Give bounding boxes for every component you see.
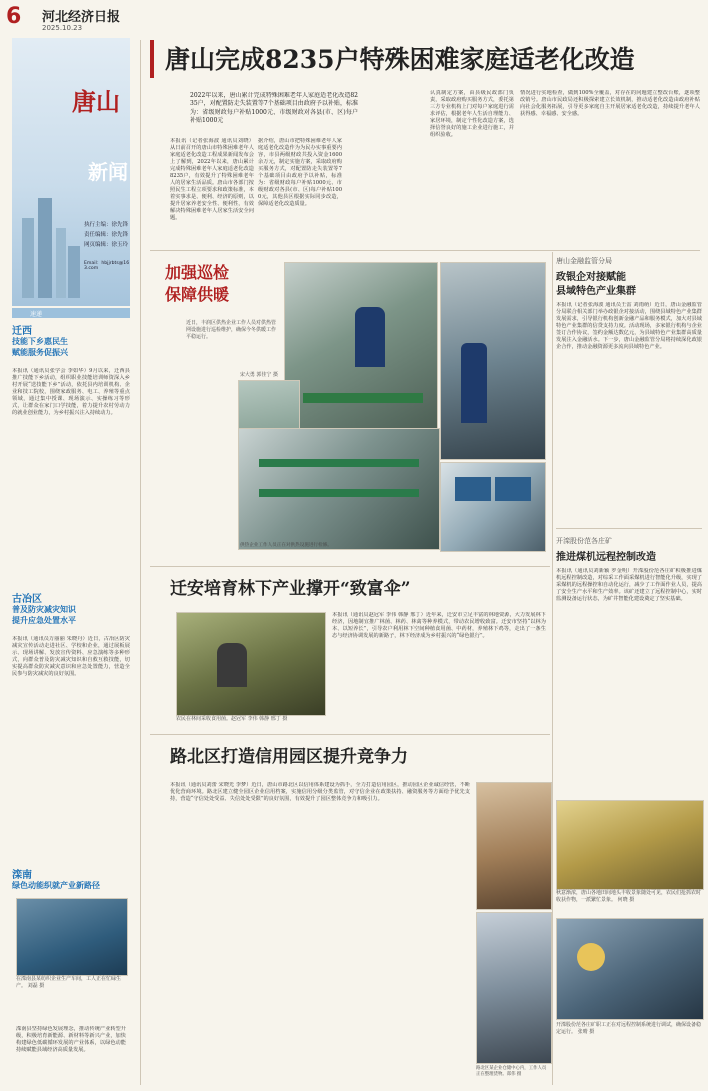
right-photo-caption-text: 秋意渐浓，唐山各地田间地头丰收景象随处可见，农民们抢抓农时收获作物，一派繁忙景象。 [556, 890, 702, 903]
right-divider-1 [556, 528, 702, 529]
qianan-divider [150, 566, 550, 567]
left-col-rule [140, 40, 141, 1085]
main-col-2: 据介绍，唐山市把特殊困难老年人家庭适老化改造作为为民办实事重要内容，市县两级财政共投入资金1600余万元，制定实施方案，采取政府购买服务方式，对配置防走失装置等7个基础项目由政府予以补贴，标准为：省级财政每户补贴1000元、市级财政对各县(市、区)每户补贴1000元，其他县区根据实际同步改造，保障适老化改造质量。 [258, 138, 342, 207]
left-item-1 [12, 322, 130, 590]
right-photo-caption [556, 890, 702, 914]
patrol-title-line2: 保障供暖 [165, 285, 230, 304]
skyline [18, 188, 80, 298]
news-strip [12, 308, 130, 318]
patrol-photo-right [440, 262, 546, 460]
patrol-caption [186, 320, 278, 370]
main-lead: 2022年以来，唐山累计完成特殊困难老年人家庭适老化改造8235户，对配置防走失装置等7个基础项目由政府予以补贴，标准为：省级财政每户补贴1000元、市级财政对各县(市、区)每户补贴1000元 [190, 92, 358, 125]
right-mid-kicker: 开滦股份范各庄矿 [556, 537, 612, 545]
patrol-caption-text: 近日，丰润区供热企业工作人员对供热管网设施进行巡检维护，确保今冬供暖工作平稳运行。 [186, 320, 277, 340]
right-top-title-line1: 政银企对接赋能 [556, 272, 626, 283]
headline-rule [150, 40, 154, 78]
right-col-rule [552, 252, 553, 1085]
masthead-bar [0, 0, 708, 36]
patrol-photo-bottom [238, 428, 440, 550]
left-item-1-body: 本报讯（通讯员张学会 李如华）9月以来，迁西县推广技能下乡活动，组织职业技能培训师资深入乡村开展“送技能下乡”活动，依托县内培训机构、企业和技工院校，围绕家政服务、电工、养殖等重点领域，通过集中授课、现场演示、实操练习等形式，让群众在家门口学技能，着力提升农村劳动力的就业创业能力，为乡村振兴注入持续动力。 [12, 368, 130, 416]
editor-email: Email：hbjjrbts@163.com [84, 261, 130, 271]
issue-date: 2025.10.23 [42, 24, 83, 32]
right-top-kicker: 唐山金融监管分局 [556, 257, 612, 265]
lubei-photo-caption: 路北区某企业仓储中心内，工作人员正在整理货物。郑伟 摄 [476, 1066, 547, 1077]
left-item-2-tag: 古冶区 [12, 594, 42, 605]
left-item-3-tag: 滦南 [12, 870, 32, 881]
right-top-body: 本报讯（记者张海波 通讯员王雷 刘雨萌）近日，唐山金融监管分局联合相关部门举办政银企对接活动，围绕县域特色产业集群发展需求，引导银行机构创新金融产品和服务模式，加大对县域特色产业集群的信贷支持力度。活动现场，多家银行机构与企业签订合作协议，签约金额达数亿元，为县域特色产业集群高质量发展注入金融活水。下一步，唐山金融监管分局将持续深化政银企合作，推动金融资源更多流向县域特色产业。 [556, 302, 702, 350]
right-bottom-credit: 张晴 摄 [577, 1029, 595, 1035]
right-mid [556, 536, 702, 716]
left-item-3-title: 绿色动能织就产业新路径 [12, 881, 100, 890]
left-item-3 [12, 866, 130, 894]
left-item-2-title: 普及防灾减灾知识 提升应急处置水平 [12, 605, 76, 625]
lubei-headline: 路北区打造信用园区提升竞争力 [170, 747, 408, 767]
lubei-divider [150, 734, 550, 735]
right-top-title-line2: 县域特色产业集群 [556, 286, 636, 297]
editor-line-1: 执行主编：徐先锋 [84, 222, 129, 228]
left-photo [16, 898, 128, 976]
right-bottom-caption [556, 1022, 702, 1062]
right-photo-harvest [556, 800, 704, 890]
left-item-2 [12, 590, 130, 852]
main-col-1: 本报讯（记者张海波 通讯员刘晓）从日前召开的唐山市特殊困难老年人家庭适老化改造工程成果新闻发布会上了解到，2022年以来，唐山累计完成特殊困难老年人家庭适老化改造8235户，有效提升了特殊困难老年人的居家生活品质。唐山市各部门按照民生工程立项要求和政策标准，本着实事求是、便利、经济的原则，以提升居家养老安全性、便利性，有效解决特殊困难老年人居家生活安全问题。 [170, 138, 254, 221]
editor-line-3: 网页编辑：徐玉玲 [84, 242, 129, 248]
qianan-photo-caption: 农民在林间采收食用菌。赵冠军 李伟 韩静 邢丁 摄 [176, 716, 288, 722]
left-item-1-title: 技能下乡惠民生 赋能服务促振兴 [12, 337, 68, 357]
left-item-2-body: 本报讯（通讯员万丽丽 朱晓丹）近日，古冶区防灾减灾宣传活动走进社区、学校和企业，通过展板展示、现场讲解、发放宣传资料、应急演练等多种形式，向群众普及防灾减灾知识和自救互救技能，切实提高群众防灾减灾意识和应急处置能力，营造全民参与防灾减灾的良好氛围。 [12, 636, 130, 677]
right-top [556, 256, 702, 478]
lubei-photo-top [476, 782, 552, 910]
right-photo-miner [556, 918, 704, 1020]
patrol-title-line1: 加强巡检 [165, 263, 230, 282]
main-col-4: 情况进行实地检查，做到100%全覆盖，对存在的问题建立整改台账，逐项整改销号。唐山市民政局还积极探索建立长效机制，推动适老化改造由政府补贴向社会化服务拓展，引导更多家庭自主开展居家适老化改造，持续提升老年人获得感、幸福感、安全感。 [520, 90, 700, 117]
main-col-3: 认真制定方案，由县级民政部门负责，采取政府购买服务方式，委托第三方专业机构上门对每户家庭进行需求评估，根据老年人生活自理能力、家居环境，制定个性化改造方案，选择信誉良好的施工企业进行施工，并组织验收。 [430, 90, 514, 138]
right-mid-body: 本报讯（通讯员刘新颖 罗金明）开滦股份范各庄矿积极推进煤机远程控制改造，对综采工作面采煤机进行智能化升级，实现了采煤机的远程操控和自动化运行，减少了工作面作业人员，提高了安全生产水平和生产效率。该矿还建立了远程控制中心，实时监测设备运行状态，为矿井智能化建设奠定了坚实基础。 [556, 568, 702, 602]
news-strip-label: 速递 [30, 311, 43, 318]
editor-line-2: 责任编辑：徐先锋 [84, 232, 129, 238]
patrol-photo-main [284, 262, 438, 450]
left-item-3-body: 滦南县坚持绿色发展理念，推动传统产业转型升级，积极培育新能源、新材料等新兴产业，加快构建绿色低碳循环发展的产业体系，以绿色动能持续赋能县域经济高质量发展。 [16, 1026, 126, 1053]
lubei-body: 本报讯（通讯员刘蕾 宋晓光 李梦）近日，唐山市路北区以信用体系建设为抓手，全力打造信用园区，推动园区企业诚信经营，不断优化营商环境。路北区建立健全园区企业信用档案，实施信用分级分类监管，对守信企业在政策扶持、融资服务等方面给予优先支持，营造“守信处处受益、失信处处受限”的良好氛围，有效提升了园区整体竞争力和吸引力。 [170, 782, 470, 802]
left-photo-caption-text: 在滦南县某纺织企业生产车间，工人正在忙碌生产。 [16, 976, 122, 989]
main-headline: 唐山完成8235户特殊困难家庭适老化改造 [165, 45, 635, 74]
section-title-bottom: 新闻 [88, 160, 128, 184]
page-number: 6 [6, 4, 22, 29]
right-mid-title: 推进煤机远程控制改造 [556, 552, 656, 563]
left-item-1-tag: 迁西 [12, 326, 32, 337]
patrol-bottom-caption: 供热企业工作人员正在对供热设施进行检修。 [240, 543, 332, 548]
paper-name: 河北经济日报 [42, 10, 121, 25]
patrol-photo-monitor [440, 462, 546, 552]
lubei-photo-bottom [476, 912, 552, 1064]
qianan-photo [176, 612, 326, 716]
qianan-body: 本报讯（通讯员赵冠军 李伟 韩静 邢丁）近年来，迁安市立足丰富的林地资源，大力发展林下经济，因地制宜推广林菌、林药、林禽等种养模式，带动农民增收致富。迁安市坚持“以林为本、以短养长”，引导农户利用林下空间种植食用菌、中药材，养殖林下鸡等，走出了一条生态与经济协调发展的新路子，林下经济成为乡村振兴的“绿色银行”。 [332, 612, 546, 639]
left-photo-caption [16, 976, 126, 1022]
section-block [12, 38, 130, 306]
left-photo-credit: 刘磊 摄 [27, 983, 45, 989]
main-divider [150, 250, 700, 251]
patrol-title [165, 262, 275, 310]
right-photo-credit: 何晓 摄 [617, 897, 635, 903]
right-bottom-caption-text: 开滦股份范各庄矿职工正在对远程控制系统进行调试，确保设备稳定运行。 [556, 1022, 702, 1035]
section-title-top: 唐山 [72, 87, 120, 116]
qianan-headline: 迁安培育林下产业撑开“致富伞” [170, 579, 411, 599]
patrol-credit: 宋大勇 郭佳宁 摄 [239, 372, 278, 378]
